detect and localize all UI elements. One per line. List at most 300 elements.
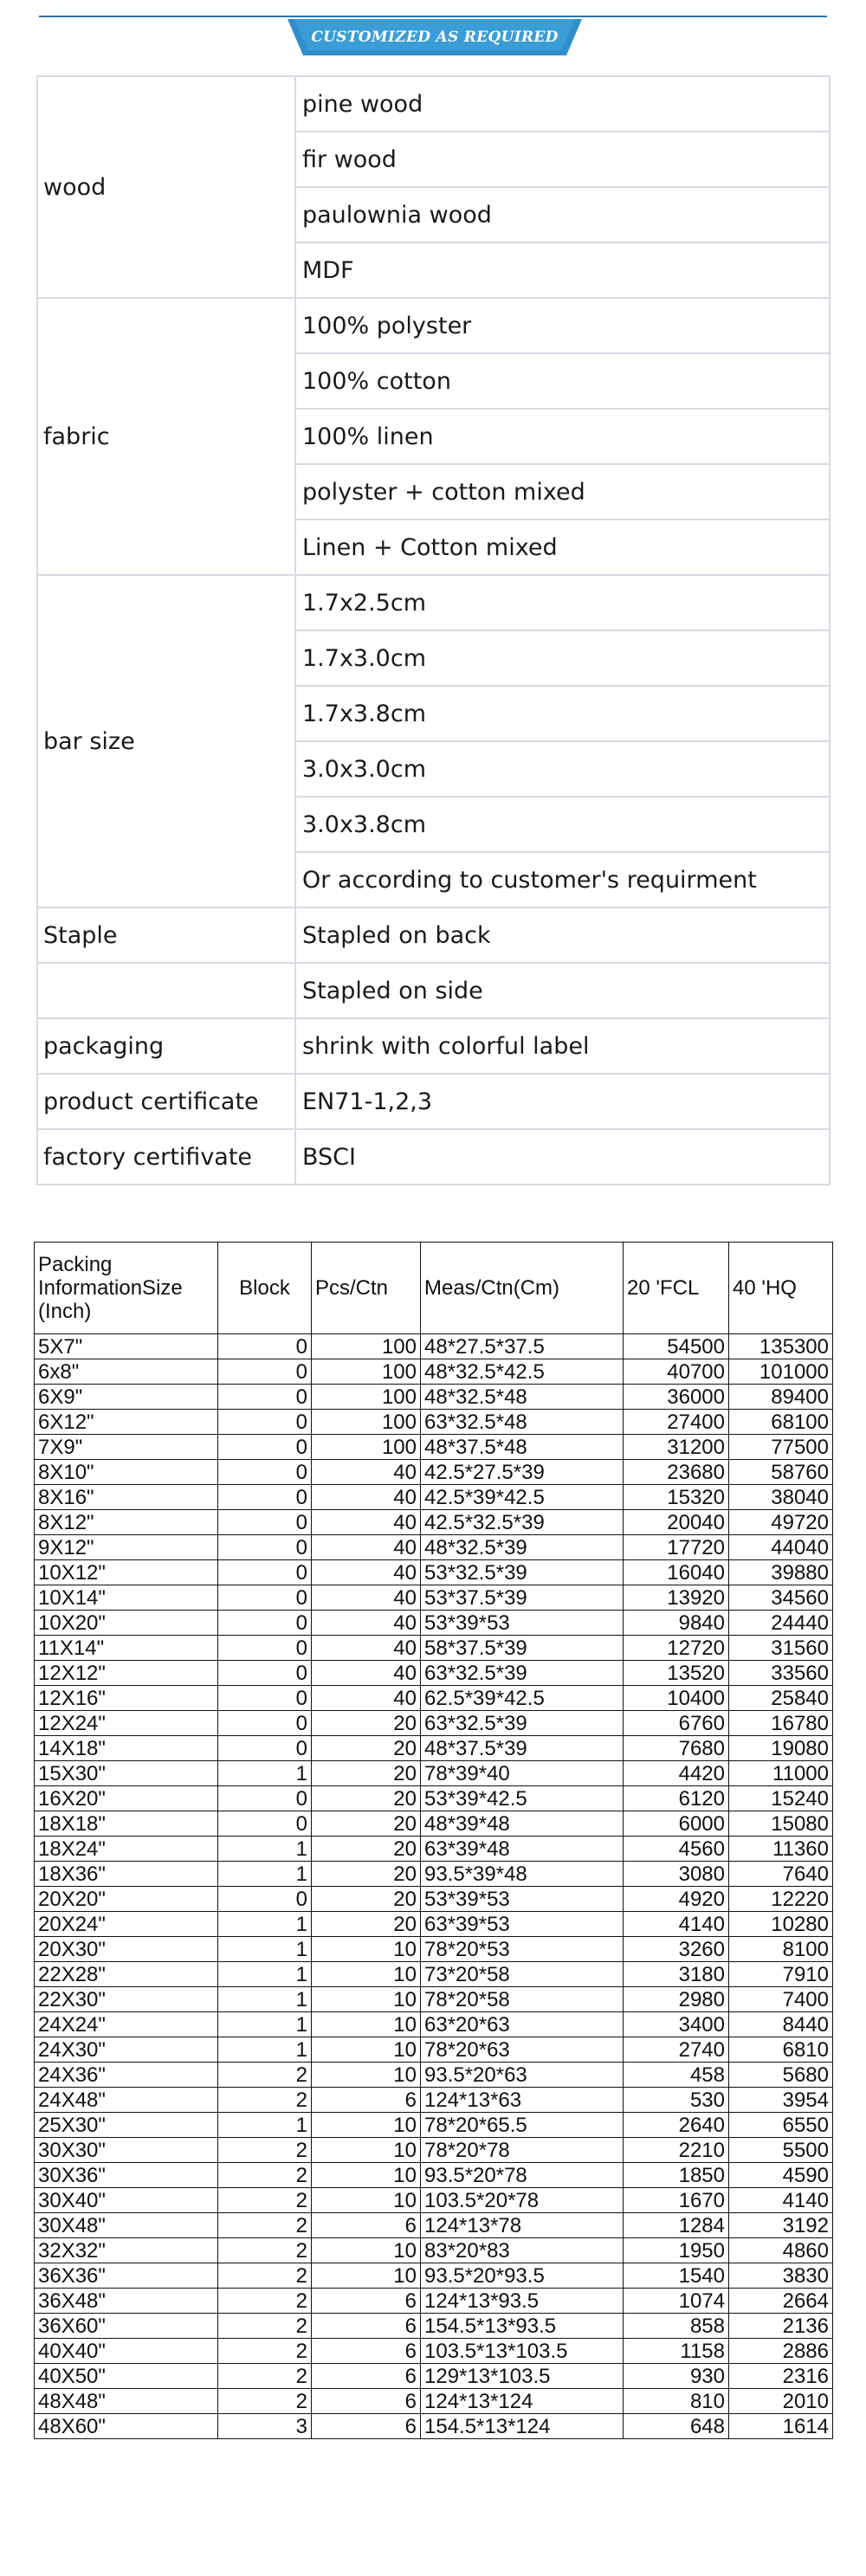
- cell-40-hq: 2010: [729, 2389, 833, 2414]
- cell-meas-ctn: 58*37.5*39: [421, 1636, 624, 1661]
- spec-row: [37, 575, 830, 630]
- cell-block: 0: [218, 1661, 312, 1686]
- cell-pcs-ctn: 6: [312, 2389, 421, 2414]
- cell-block: 2: [218, 2289, 312, 2314]
- cell-20-fcl: 23680: [624, 1460, 729, 1485]
- cell-size: 36X48": [35, 2289, 218, 2314]
- cell-meas-ctn: 63*39*48: [421, 1837, 624, 1862]
- cell-meas-ctn: 48*32.5*48: [421, 1385, 624, 1410]
- cell-20-fcl: 1074: [624, 2289, 729, 2314]
- cell-block: 2: [218, 2364, 312, 2389]
- cell-pcs-ctn: 10: [312, 1937, 421, 1962]
- cell-40-hq: 6810: [729, 2037, 833, 2063]
- cell-20-fcl: 20040: [624, 1510, 729, 1535]
- spec-value: fir wood: [295, 132, 830, 187]
- cell-40-hq: 38040: [729, 1485, 833, 1510]
- cell-pcs-ctn: 20: [312, 1862, 421, 1887]
- spec-label: factory certifivate: [37, 1129, 295, 1185]
- cell-block: 0: [218, 1435, 312, 1460]
- cell-size: 12X24": [35, 1711, 218, 1736]
- table-row: [35, 1585, 833, 1611]
- header-20-fcl: 20 'FCL: [624, 1243, 729, 1334]
- cell-meas-ctn: 63*20*63: [421, 2012, 624, 2037]
- cell-40-hq: 7640: [729, 1862, 833, 1887]
- table-row: [35, 2163, 833, 2188]
- cell-block: 1: [218, 1987, 312, 2012]
- cell-block: 0: [218, 1686, 312, 1711]
- table-row: [35, 1410, 833, 1435]
- cell-40-hq: 3954: [729, 2088, 833, 2113]
- spec-row: [37, 963, 830, 1018]
- spec-value: 3.0x3.8cm: [295, 797, 830, 852]
- spec-value: 100% polyster: [295, 298, 830, 353]
- cell-20-fcl: 4920: [624, 1887, 729, 1912]
- cell-size: 24X36": [35, 2063, 218, 2088]
- cell-40-hq: 24440: [729, 1611, 833, 1636]
- cell-pcs-ctn: 40: [312, 1460, 421, 1485]
- table-row: [35, 1711, 833, 1736]
- cell-pcs-ctn: 6: [312, 2414, 421, 2439]
- cell-pcs-ctn: 40: [312, 1585, 421, 1611]
- spec-value: Stapled on side: [295, 963, 830, 1018]
- cell-block: 0: [218, 1535, 312, 1560]
- spec-label: packaging: [37, 1018, 295, 1074]
- cell-size: 8X12": [35, 1510, 218, 1535]
- spec-value: 1.7x3.8cm: [295, 686, 830, 741]
- cell-size: 20X30": [35, 1937, 218, 1962]
- cell-20-fcl: 1540: [624, 2263, 729, 2289]
- cell-pcs-ctn: 10: [312, 2163, 421, 2188]
- cell-20-fcl: 15320: [624, 1485, 729, 1510]
- cell-40-hq: 2664: [729, 2289, 833, 2314]
- cell-block: 0: [218, 1585, 312, 1611]
- table-row: [35, 1460, 833, 1485]
- table-row: [35, 1435, 833, 1460]
- table-row: [35, 1862, 833, 1887]
- cell-pcs-ctn: 10: [312, 1987, 421, 2012]
- cell-20-fcl: 2740: [624, 2037, 729, 2063]
- cell-20-fcl: 7680: [624, 1736, 729, 1761]
- table-row: [35, 2238, 833, 2263]
- cell-size: 8X10": [35, 1460, 218, 1485]
- table-row: [35, 2037, 833, 2063]
- table-row: [35, 2113, 833, 2138]
- cell-size: 36X36": [35, 2263, 218, 2289]
- cell-20-fcl: 9840: [624, 1611, 729, 1636]
- cell-size: 30X40": [35, 2188, 218, 2213]
- cell-block: 1: [218, 1761, 312, 1786]
- cell-meas-ctn: 78*20*65.5: [421, 2113, 624, 2138]
- table-row: [35, 1560, 833, 1585]
- cell-block: 0: [218, 1636, 312, 1661]
- spec-value: 1.7x3.0cm: [295, 630, 830, 686]
- cell-20-fcl: 648: [624, 2414, 729, 2439]
- table-row: [35, 1887, 833, 1912]
- spec-value: Or according to customer's requirment: [295, 852, 830, 907]
- spec-label: [37, 963, 295, 1018]
- cell-meas-ctn: 124*13*78: [421, 2213, 624, 2238]
- cell-meas-ctn: 93.5*39*48: [421, 1862, 624, 1887]
- cell-20-fcl: 2210: [624, 2138, 729, 2163]
- cell-40-hq: 6550: [729, 2113, 833, 2138]
- cell-block: 0: [218, 1786, 312, 1811]
- cell-20-fcl: 3180: [624, 1962, 729, 1987]
- cell-40-hq: 10280: [729, 1912, 833, 1937]
- cell-size: 24X48": [35, 2088, 218, 2113]
- cell-pcs-ctn: 10: [312, 2188, 421, 2213]
- cell-pcs-ctn: 40: [312, 1535, 421, 1560]
- packing-header-row: [35, 1243, 833, 1334]
- cell-meas-ctn: 124*13*124: [421, 2389, 624, 2414]
- table-row: [35, 1937, 833, 1962]
- spec-value: EN71-1,2,3: [295, 1074, 830, 1129]
- cell-size: 8X16": [35, 1485, 218, 1510]
- cell-20-fcl: 1850: [624, 2163, 729, 2188]
- cell-pcs-ctn: 40: [312, 1510, 421, 1535]
- table-row: [35, 2213, 833, 2238]
- cell-meas-ctn: 42.5*39*42.5: [421, 1485, 624, 1510]
- cell-block: 1: [218, 1862, 312, 1887]
- cell-meas-ctn: 48*32.5*39: [421, 1535, 624, 1560]
- cell-block: 2: [218, 2339, 312, 2364]
- cell-size: 40X50": [35, 2364, 218, 2389]
- cell-pcs-ctn: 10: [312, 2113, 421, 2138]
- cell-block: 3: [218, 2414, 312, 2439]
- cell-40-hq: 39880: [729, 1560, 833, 1585]
- spec-value: MDF: [295, 242, 830, 298]
- cell-40-hq: 135300: [729, 1334, 833, 1359]
- cell-20-fcl: 1950: [624, 2238, 729, 2263]
- cell-size: 48X60": [35, 2414, 218, 2439]
- cell-pcs-ctn: 20: [312, 1912, 421, 1937]
- cell-size: 30X30": [35, 2138, 218, 2163]
- spec-label: Staple: [37, 907, 295, 963]
- cell-block: 0: [218, 1887, 312, 1912]
- cell-meas-ctn: 129*13*103.5: [421, 2364, 624, 2389]
- cell-meas-ctn: 63*32.5*39: [421, 1661, 624, 1686]
- spec-table: [36, 75, 830, 1185]
- cell-40-hq: 7910: [729, 1962, 833, 1987]
- cell-size: 40X40": [35, 2339, 218, 2364]
- cell-meas-ctn: 63*39*53: [421, 1912, 624, 1937]
- table-row: [35, 1686, 833, 1711]
- cell-block: 0: [218, 1611, 312, 1636]
- cell-block: 0: [218, 1711, 312, 1736]
- cell-pcs-ctn: 20: [312, 1761, 421, 1786]
- cell-block: 0: [218, 1485, 312, 1510]
- table-row: [35, 1485, 833, 1510]
- cell-block: 1: [218, 1837, 312, 1862]
- cell-block: 2: [218, 2263, 312, 2289]
- cell-block: 0: [218, 1460, 312, 1485]
- cell-pcs-ctn: 10: [312, 2263, 421, 2289]
- cell-meas-ctn: 53*37.5*39: [421, 1585, 624, 1611]
- table-row: [35, 2339, 833, 2364]
- table-row: [35, 1636, 833, 1661]
- cell-block: 0: [218, 1385, 312, 1410]
- cell-size: 5X7": [35, 1334, 218, 1359]
- cell-size: 12X12": [35, 1661, 218, 1686]
- cell-meas-ctn: 63*32.5*39: [421, 1711, 624, 1736]
- table-row: [35, 2138, 833, 2163]
- cell-size: 18X18": [35, 1811, 218, 1837]
- table-row: [35, 2364, 833, 2389]
- spec-value: Stapled on back: [295, 907, 830, 963]
- cell-20-fcl: 10400: [624, 1686, 729, 1711]
- cell-pcs-ctn: 100: [312, 1410, 421, 1435]
- cell-block: 2: [218, 2163, 312, 2188]
- cell-pcs-ctn: 10: [312, 2037, 421, 2063]
- cell-40-hq: 4140: [729, 2188, 833, 2213]
- spec-value: paulownia wood: [295, 187, 830, 242]
- cell-40-hq: 44040: [729, 1535, 833, 1560]
- cell-meas-ctn: 48*37.5*39: [421, 1736, 624, 1761]
- cell-block: 0: [218, 1510, 312, 1535]
- table-row: [35, 1334, 833, 1359]
- cell-meas-ctn: 48*39*48: [421, 1811, 624, 1837]
- cell-size: 15X30": [35, 1761, 218, 1786]
- cell-meas-ctn: 73*20*58: [421, 1962, 624, 1987]
- header-pcs-ctn: Pcs/Ctn: [312, 1243, 421, 1334]
- cell-meas-ctn: 93.5*20*78: [421, 2163, 624, 2188]
- cell-40-hq: 15080: [729, 1811, 833, 1837]
- spec-value: 100% linen: [295, 409, 830, 464]
- cell-size: 20X24": [35, 1912, 218, 1937]
- table-row: [35, 2289, 833, 2314]
- cell-40-hq: 34560: [729, 1585, 833, 1611]
- cell-size: 22X30": [35, 1987, 218, 2012]
- table-row: [35, 2188, 833, 2213]
- cell-meas-ctn: 103.5*13*103.5: [421, 2339, 624, 2364]
- table-row: [35, 2012, 833, 2037]
- cell-40-hq: 2136: [729, 2314, 833, 2339]
- cell-meas-ctn: 93.5*20*63: [421, 2063, 624, 2088]
- cell-meas-ctn: 103.5*20*78: [421, 2188, 624, 2213]
- cell-block: 1: [218, 2012, 312, 2037]
- spec-row: [37, 1074, 830, 1129]
- cell-meas-ctn: 48*32.5*42.5: [421, 1359, 624, 1385]
- cell-40-hq: 31560: [729, 1636, 833, 1661]
- spec-value: 100% cotton: [295, 353, 830, 409]
- cell-meas-ctn: 93.5*20*93.5: [421, 2263, 624, 2289]
- cell-block: 2: [218, 2063, 312, 2088]
- cell-pcs-ctn: 40: [312, 1661, 421, 1686]
- table-row: [35, 1811, 833, 1837]
- cell-block: 1: [218, 1912, 312, 1937]
- cell-block: 0: [218, 1560, 312, 1585]
- cell-40-hq: 15240: [729, 1786, 833, 1811]
- cell-pcs-ctn: 40: [312, 1636, 421, 1661]
- cell-pcs-ctn: 20: [312, 1887, 421, 1912]
- cell-size: 48X48": [35, 2389, 218, 2414]
- cell-40-hq: 8100: [729, 1937, 833, 1962]
- cell-40-hq: 8440: [729, 2012, 833, 2037]
- spec-row: [37, 298, 830, 353]
- cell-20-fcl: 458: [624, 2063, 729, 2088]
- cell-20-fcl: 36000: [624, 1385, 729, 1410]
- table-row: [35, 1661, 833, 1686]
- table-row: [35, 1837, 833, 1862]
- table-row: [35, 1736, 833, 1761]
- cell-meas-ctn: 53*39*42.5: [421, 1786, 624, 1811]
- cell-pcs-ctn: 6: [312, 2213, 421, 2238]
- cell-pcs-ctn: 20: [312, 1837, 421, 1862]
- cell-size: 6x8": [35, 1359, 218, 1385]
- cell-block: 1: [218, 1962, 312, 1987]
- table-row: [35, 1359, 833, 1385]
- cell-pcs-ctn: 100: [312, 1334, 421, 1359]
- cell-20-fcl: 4140: [624, 1912, 729, 1937]
- cell-20-fcl: 3400: [624, 2012, 729, 2037]
- spec-value: polyster + cotton mixed: [295, 464, 830, 520]
- cell-pcs-ctn: 20: [312, 1786, 421, 1811]
- cell-20-fcl: 6760: [624, 1711, 729, 1736]
- cell-meas-ctn: 78*20*53: [421, 1937, 624, 1962]
- cell-block: 1: [218, 1937, 312, 1962]
- banner: [288, 19, 582, 55]
- cell-20-fcl: 31200: [624, 1435, 729, 1460]
- cell-pcs-ctn: 100: [312, 1359, 421, 1385]
- cell-size: 6X9": [35, 1385, 218, 1410]
- table-row: [35, 1786, 833, 1811]
- table-row: [35, 1510, 833, 1535]
- cell-40-hq: 3830: [729, 2263, 833, 2289]
- header-rule: [39, 16, 827, 17]
- header-block: Block: [218, 1243, 312, 1334]
- cell-20-fcl: 54500: [624, 1334, 729, 1359]
- cell-pcs-ctn: 10: [312, 2012, 421, 2037]
- spec-row: [37, 1018, 830, 1074]
- spec-value: BSCI: [295, 1129, 830, 1185]
- cell-40-hq: 11360: [729, 1837, 833, 1862]
- cell-pcs-ctn: 40: [312, 1485, 421, 1510]
- cell-size: 7X9": [35, 1435, 218, 1460]
- cell-meas-ctn: 78*20*63: [421, 2037, 624, 2063]
- cell-meas-ctn: 124*13*63: [421, 2088, 624, 2113]
- cell-20-fcl: 27400: [624, 1410, 729, 1435]
- spec-value: shrink with colorful label: [295, 1018, 830, 1074]
- cell-20-fcl: 1670: [624, 2188, 729, 2213]
- cell-20-fcl: 12720: [624, 1636, 729, 1661]
- cell-20-fcl: 2640: [624, 2113, 729, 2138]
- cell-20-fcl: 4420: [624, 1761, 729, 1786]
- table-row: [35, 1912, 833, 1937]
- header-meas-ctn: Meas/Ctn(Cm): [421, 1243, 624, 1334]
- header-40-hq: 40 'HQ: [729, 1243, 833, 1334]
- cell-20-fcl: 6120: [624, 1786, 729, 1811]
- cell-size: 18X24": [35, 1837, 218, 1862]
- spec-label: product certificate: [37, 1074, 295, 1129]
- cell-meas-ctn: 53*32.5*39: [421, 1560, 624, 1585]
- banner-title: CUSTOMIZED AS REQUIRED: [311, 29, 559, 46]
- cell-pcs-ctn: 100: [312, 1385, 421, 1410]
- cell-size: 36X60": [35, 2314, 218, 2339]
- cell-meas-ctn: 78*39*40: [421, 1761, 624, 1786]
- table-row: [35, 1962, 833, 1987]
- cell-40-hq: 101000: [729, 1359, 833, 1385]
- spec-value: Linen + Cotton mixed: [295, 520, 830, 575]
- cell-meas-ctn: 78*20*58: [421, 1987, 624, 2012]
- cell-size: 30X36": [35, 2163, 218, 2188]
- cell-20-fcl: 6000: [624, 1811, 729, 1837]
- cell-20-fcl: 16040: [624, 1560, 729, 1585]
- cell-40-hq: 16780: [729, 1711, 833, 1736]
- cell-20-fcl: 3260: [624, 1937, 729, 1962]
- cell-20-fcl: 4560: [624, 1837, 729, 1862]
- cell-pcs-ctn: 10: [312, 2238, 421, 2263]
- spec-row: [37, 907, 830, 963]
- cell-size: 16X20": [35, 1786, 218, 1811]
- table-row: [35, 2314, 833, 2339]
- cell-40-hq: 2886: [729, 2339, 833, 2364]
- cell-meas-ctn: 42.5*32.5*39: [421, 1510, 624, 1535]
- cell-pcs-ctn: 40: [312, 1611, 421, 1636]
- cell-block: 0: [218, 1334, 312, 1359]
- table-row: [35, 2263, 833, 2289]
- cell-20-fcl: 1158: [624, 2339, 729, 2364]
- cell-meas-ctn: 78*20*78: [421, 2138, 624, 2163]
- table-row: [35, 1987, 833, 2012]
- spec-label: bar size: [37, 575, 295, 907]
- cell-size: 30X48": [35, 2213, 218, 2238]
- cell-40-hq: 4860: [729, 2238, 833, 2263]
- cell-pcs-ctn: 20: [312, 1811, 421, 1837]
- cell-pcs-ctn: 6: [312, 2088, 421, 2113]
- cell-meas-ctn: 62.5*39*42.5: [421, 1686, 624, 1711]
- spec-value: 1.7x2.5cm: [295, 575, 830, 630]
- cell-size: 11X14": [35, 1636, 218, 1661]
- cell-block: 0: [218, 1359, 312, 1385]
- cell-20-fcl: 858: [624, 2314, 729, 2339]
- cell-block: 2: [218, 2088, 312, 2113]
- cell-40-hq: 49720: [729, 1510, 833, 1535]
- cell-block: 1: [218, 2113, 312, 2138]
- cell-block: 2: [218, 2138, 312, 2163]
- cell-40-hq: 12220: [729, 1887, 833, 1912]
- cell-40-hq: 11000: [729, 1761, 833, 1786]
- cell-size: 20X20": [35, 1887, 218, 1912]
- cell-20-fcl: 810: [624, 2389, 729, 2414]
- cell-pcs-ctn: 40: [312, 1686, 421, 1711]
- cell-block: 0: [218, 1410, 312, 1435]
- cell-40-hq: 4590: [729, 2163, 833, 2188]
- table-row: [35, 2088, 833, 2113]
- cell-block: 1: [218, 2037, 312, 2063]
- cell-block: 2: [218, 2389, 312, 2414]
- cell-size: 24X24": [35, 2012, 218, 2037]
- cell-block: 2: [218, 2213, 312, 2238]
- cell-40-hq: 2316: [729, 2364, 833, 2389]
- cell-size: 10X20": [35, 1611, 218, 1636]
- cell-20-fcl: 2980: [624, 1987, 729, 2012]
- cell-40-hq: 7400: [729, 1987, 833, 2012]
- cell-block: 0: [218, 1811, 312, 1837]
- cell-size: 18X36": [35, 1862, 218, 1887]
- cell-pcs-ctn: 20: [312, 1711, 421, 1736]
- table-row: [35, 2063, 833, 2088]
- spec-value: pine wood: [295, 76, 830, 132]
- cell-meas-ctn: 48*37.5*48: [421, 1435, 624, 1460]
- spec-row: [37, 76, 830, 132]
- spec-value: 3.0x3.0cm: [295, 741, 830, 797]
- cell-meas-ctn: 53*39*53: [421, 1887, 624, 1912]
- cell-meas-ctn: 154.5*13*124: [421, 2414, 624, 2439]
- table-row: [35, 1611, 833, 1636]
- cell-20-fcl: 530: [624, 2088, 729, 2113]
- cell-40-hq: 68100: [729, 1410, 833, 1435]
- cell-40-hq: 5680: [729, 2063, 833, 2088]
- cell-40-hq: 89400: [729, 1385, 833, 1410]
